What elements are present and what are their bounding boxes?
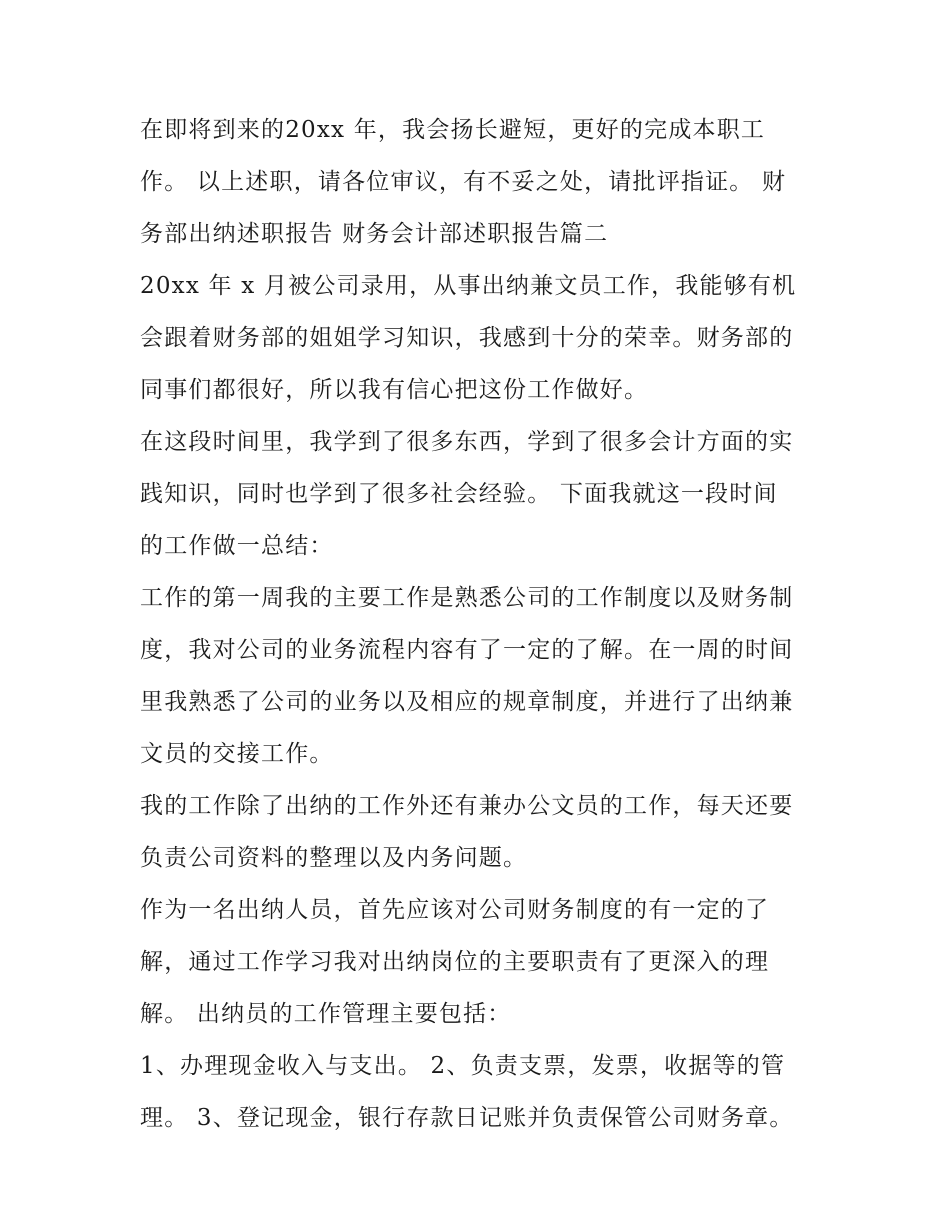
text-line: 同事们都很好，所以我有信心把这份工作做好。 — [140, 377, 649, 403]
text-line: 度，我对公司的业务流程内容有了一定的了解。在一周的时间 — [140, 637, 794, 663]
text-line: 解。 出纳员的工作管理主要包括： — [140, 1001, 512, 1027]
text-line: 践知识，同时也学到了很多社会经验。 下面我就这一段时间 — [140, 481, 778, 507]
text-line: 会跟着财务部的姐姐学习知识，我感到十分的荣幸。财务部的 — [140, 325, 794, 351]
text-line: 的工作做一总结： — [140, 533, 334, 559]
text-line: 在即将到来的20xx 年，我会扬长避短，更好的完成本职工 — [140, 117, 766, 143]
document-body — [140, 104, 812, 1144]
text-line: 20xx 年 x 月被公司录用，从事出纳兼文员工作，我能够有机 — [140, 273, 797, 299]
text-line: 1、办理现金收入与支出。 2、负责支票，发票，收据等的管 — [140, 1053, 786, 1079]
text-line: 解，通过工作学习我对出纳岗位的主要职责有了更深入的理 — [140, 949, 770, 975]
text-line: 文员的交接工作。 — [140, 741, 334, 767]
text-line: 在这段时间里，我学到了很多东西，学到了很多会计方面的实 — [140, 429, 794, 455]
text-line: 作为一名出纳人员，首先应该对公司财务制度的有一定的了 — [140, 897, 770, 923]
text-line: 里我熟悉了公司的业务以及相应的规章制度，并进行了出纳兼 — [140, 689, 794, 715]
text-line: 务部出纳述职报告 财务会计部述职报告篇二 — [140, 221, 609, 247]
text-line: 理。 3、登记现金，银行存款日记账并负责保管公司财务章。 — [140, 1105, 794, 1131]
text-line: 作。 以上述职，请各位审议，有不妥之处，请批评指证。 财 — [140, 169, 787, 195]
text-line: 负责公司资料的整理以及内务问题。 — [140, 845, 528, 871]
text-line: 我的工作除了出纳的工作外还有兼办公文员的工作，每天还要 — [140, 793, 794, 819]
text-line: 工作的第一周我的主要工作是熟悉公司的工作制度以及财务制 — [140, 585, 794, 611]
